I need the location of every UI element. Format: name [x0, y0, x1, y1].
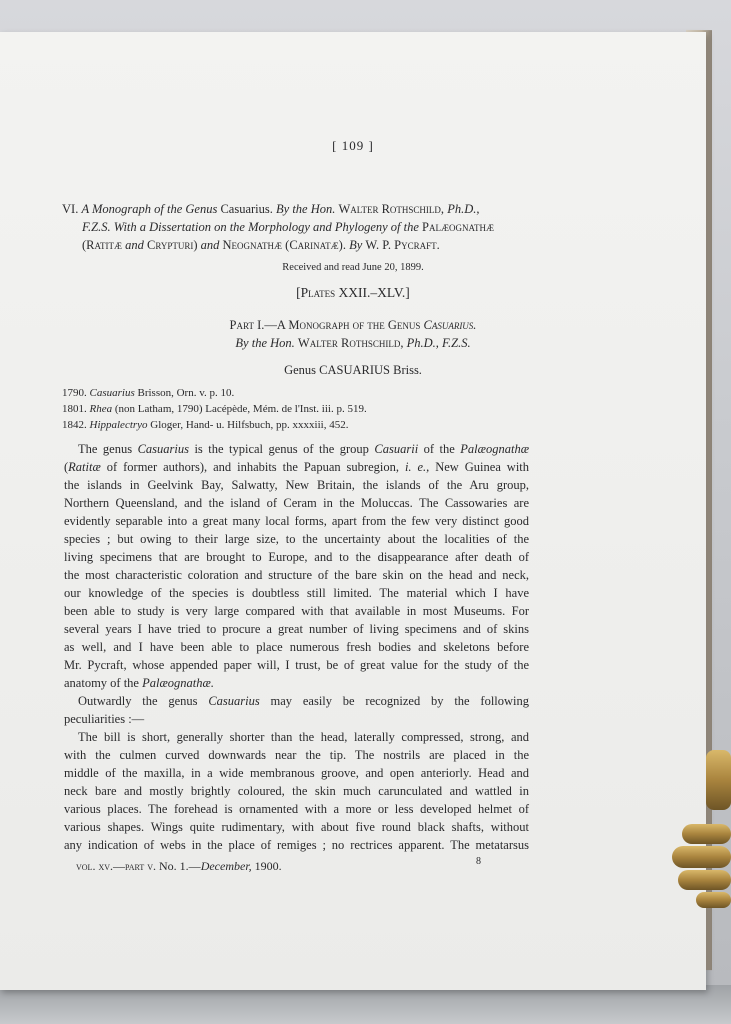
- book-page: [0, 32, 706, 990]
- body-line: the most characteristic coloration and structure of the bare skin on the head and neck,: [64, 568, 529, 582]
- body-line: Northern Queensland, and the island of Ceram in the Moluccas. The Cassowaries are: [64, 496, 529, 510]
- body-line: neck bare and mostly brightly coloured, the skin much carunculated and wattled in: [64, 784, 529, 798]
- title-line-2: F.Z.S. With a Dissertation on the Morphology and Phylogeny of the Palæognathæ: [82, 220, 494, 234]
- body-line: living specimens that are brought to Europe, and to the disappearance after death of: [64, 550, 529, 564]
- volume-footer: vol. xv.—part v. No. 1.—December, 1900.: [76, 859, 282, 873]
- title-line-1: VI. A Monograph of the Genus Casuarius. By the Hon. Walter Rothschild, Ph.D.,: [62, 202, 480, 216]
- body-line: middle of the maxilla, in a wide membranous groove, and open anteriorly. Head and: [64, 766, 529, 780]
- body-line: The genus Casuarius is the typical genus of the group Casuarii of the Palæognathæ: [78, 442, 530, 456]
- synonym-line: 1842. Hippalectryo Gloger, Hand- u. Hilfsbuch, pp. xxxxiii, 452.: [62, 419, 349, 431]
- plates-reference: [Plates XXII.–XLV.]: [296, 285, 410, 300]
- received-date: Received and read June 20, 1899.: [282, 262, 424, 273]
- signature-mark: 8: [476, 856, 481, 867]
- part-heading: Part I.—A Monograph of the Genus Casuarius.: [229, 318, 477, 332]
- body-line: (Ratitæ of former authors), and inhabits the Papuan subregion, i. e., New Guinea with: [64, 460, 530, 474]
- body-line: as well, and I have been able to place numerous fresh bodies and skeletons before: [64, 640, 529, 654]
- genus-heading: Genus CASUARIUS Briss.: [284, 363, 422, 377]
- synonym-line: 1790. Casuarius Brisson, Orn. v. p. 10.: [62, 387, 235, 399]
- body-line: any indication of webs in the place of remiges ; no rectrices apparent. The metatarsus: [64, 838, 529, 852]
- body-line: anatomy of the Palæognathæ.: [64, 676, 214, 690]
- body-line: peculiarities :—: [64, 712, 145, 726]
- body-line: The bill is short, generally shorter than the head, laterally compressed, strong, and: [78, 730, 529, 744]
- table-surface: [0, 985, 731, 1024]
- body-line: been able to study is very large compared with that available in most Museums. For: [64, 604, 529, 618]
- body-line: Mr. Pycraft, whose appended paper will, I trust, be of great value for the study of the: [64, 658, 529, 672]
- body-line: with the culmen curved downwards near the tip. The nostrils are placed in the: [64, 748, 529, 762]
- part-author: By the Hon. Walter Rothschild, Ph.D., F.Z.S.: [235, 336, 471, 350]
- brass-clip-icon: [668, 750, 731, 925]
- body-line: Outwardly the genus Casuarius may easily be recognized by the following: [78, 694, 530, 708]
- body-line: several years I have tried to procure a great number of living specimens and of skins: [64, 622, 529, 636]
- body-line: various shapes. Wings quite rudimentary, with about five round black shafts, without: [64, 820, 529, 834]
- body-line: various places. The forehead is ornamented with a more or less developed helmet of: [64, 802, 529, 816]
- title-line-3: (Ratitæ and Crypturi) and Neognathæ (Carinatæ). By W. P. Pycraft.: [82, 238, 440, 252]
- page-number: [ 109 ]: [332, 138, 374, 153]
- body-line: species ; but owing to their large size, to the uncertainty about the localities of the: [64, 532, 529, 546]
- body-line: our knowledge of the species is doubtless still limited. The material which I have: [64, 586, 529, 600]
- synonym-line: 1801. Rhea (non Latham, 1790) Lacépède, Mém. de l'Inst. iii. p. 519.: [62, 403, 367, 415]
- body-line: the islands in Geelvink Bay, Salwatty, New Britain, the islands of the Aru group,: [64, 478, 529, 492]
- body-line: evidently separable into a great many local forms, apart from the few very distinct good: [64, 514, 529, 528]
